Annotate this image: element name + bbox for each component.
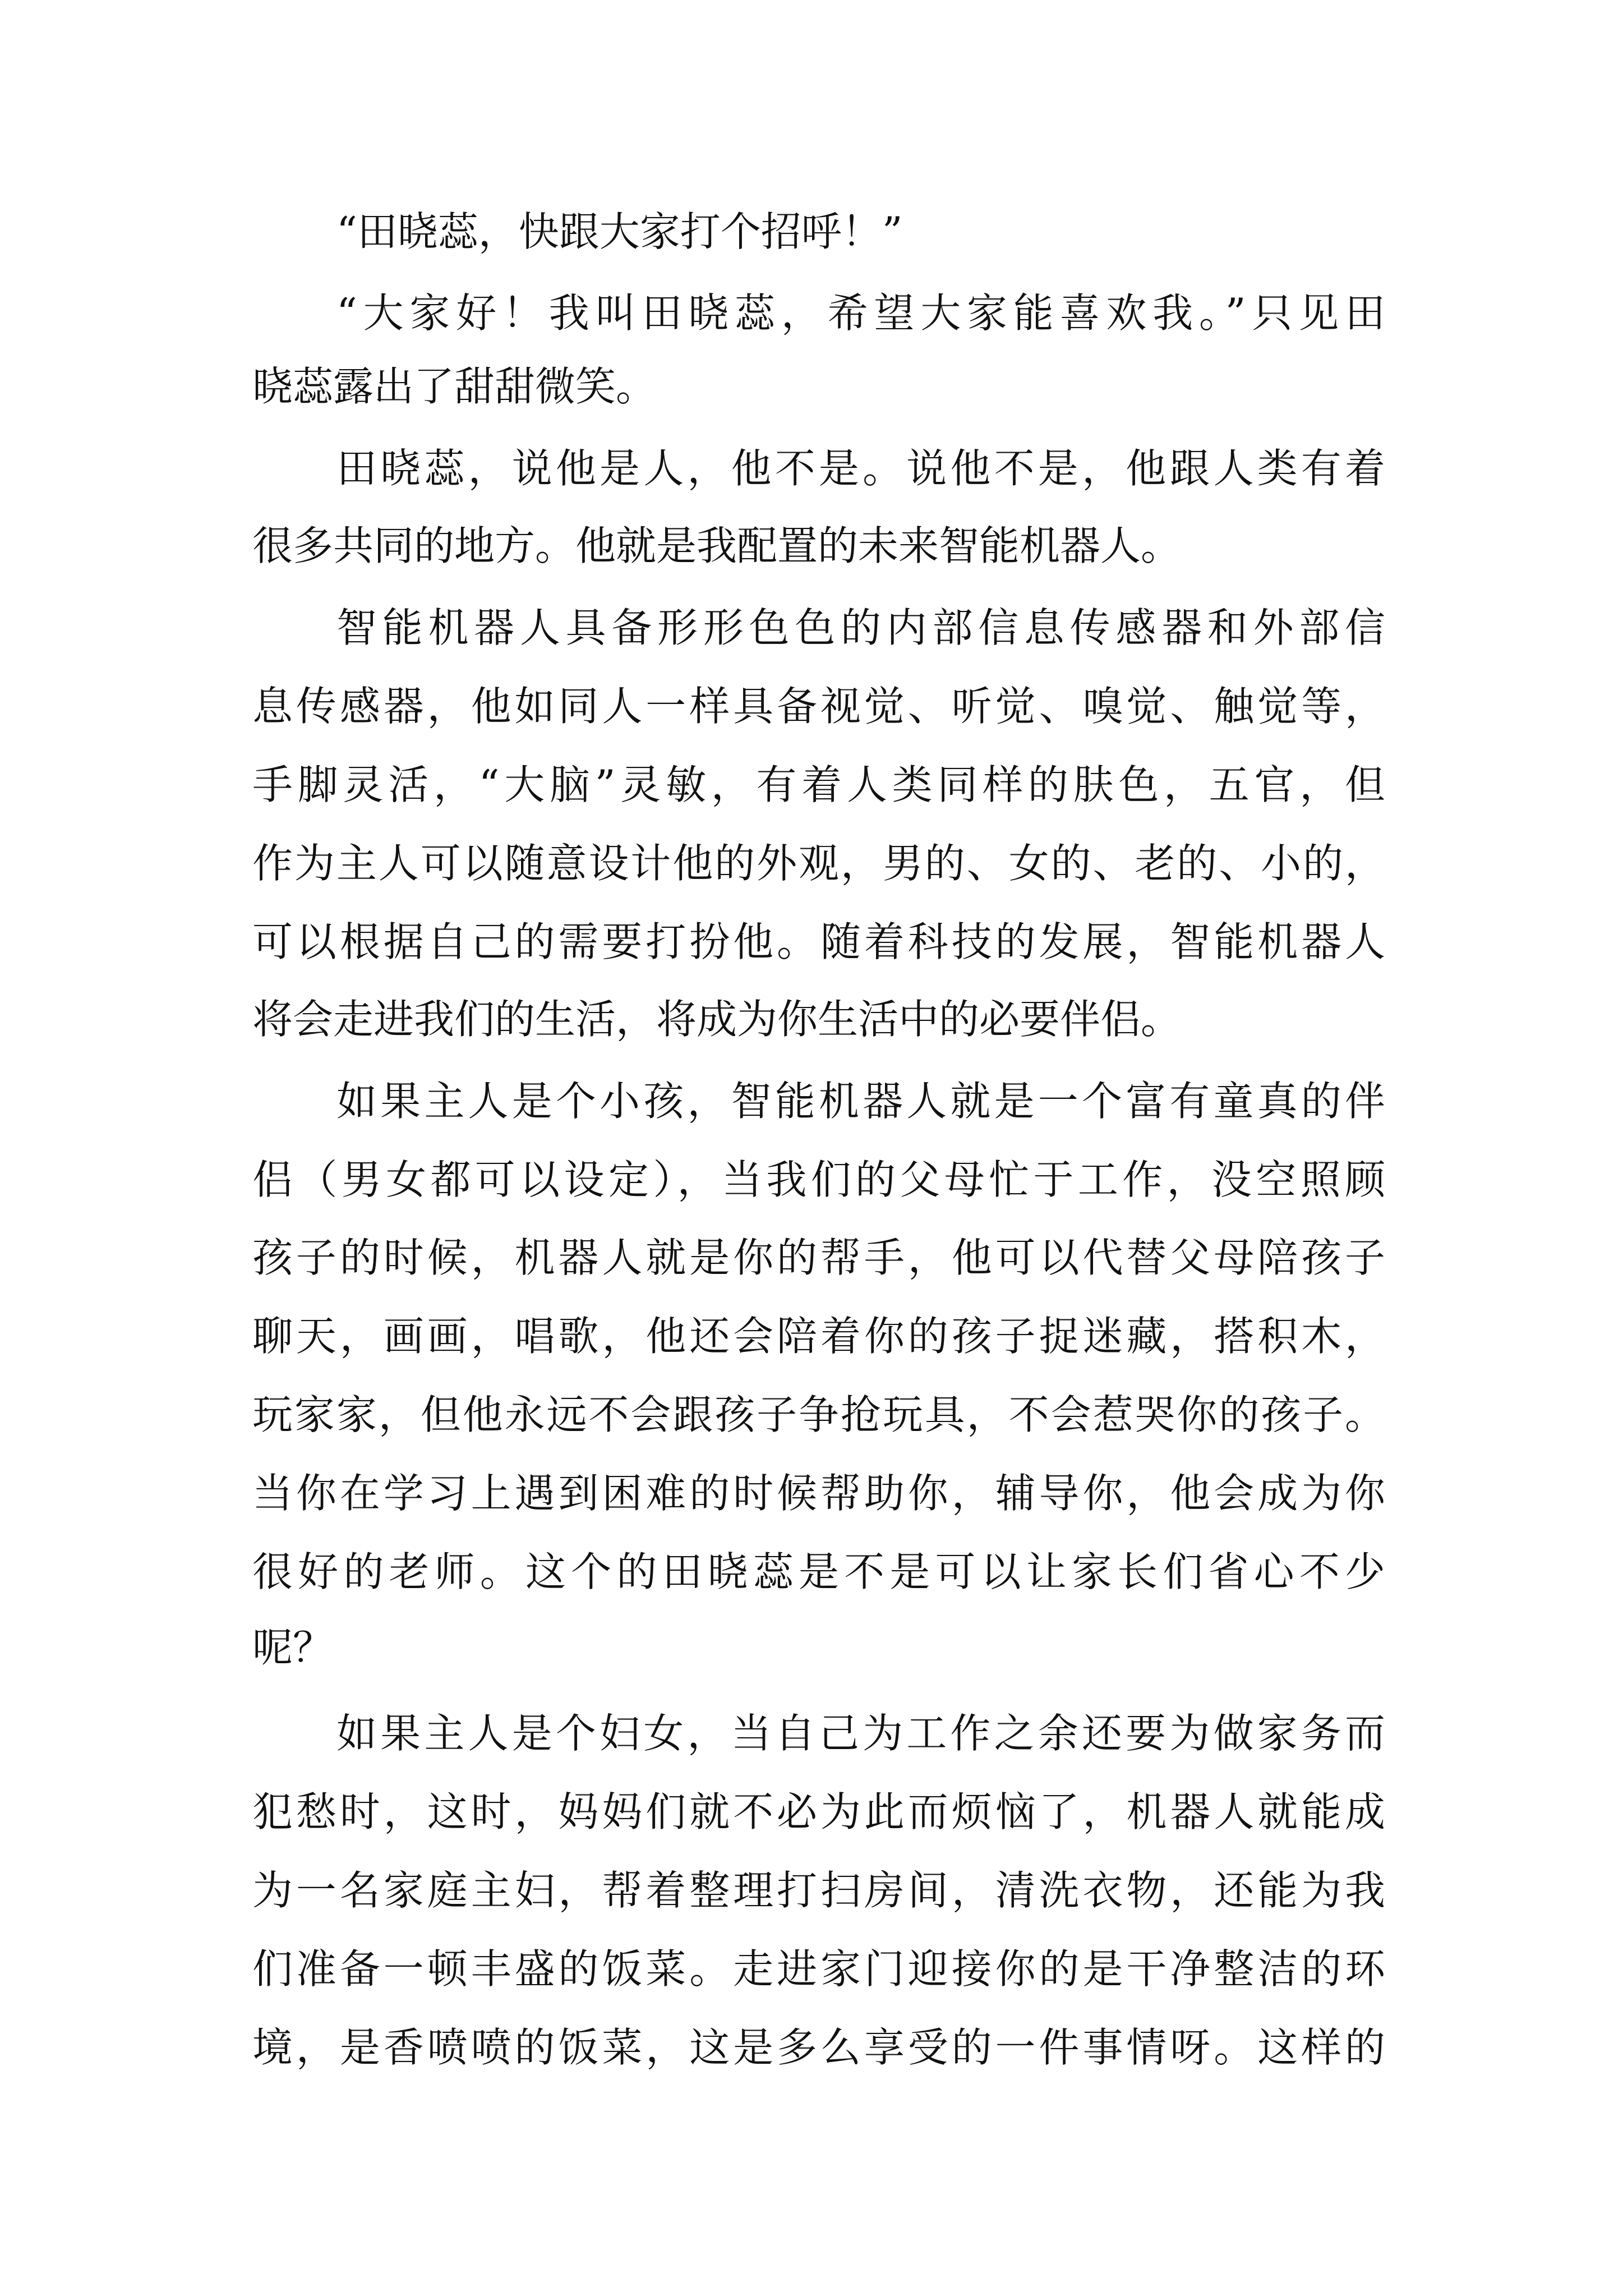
text-line: 田晓蕊，说他是人，他不是。说他不是，他跟人类有着 [336, 445, 1385, 492]
text-line: 如果主人是个妇女，当自己为工作之余还要为做家务而 [336, 1710, 1385, 1757]
text-line: 手脚灵活，“大脑”灵敏，有着人类同样的肤色，五官，但 [252, 761, 1385, 808]
text-line: 呢？ [252, 1624, 334, 1671]
text-line: 侣（男女都可以设定），当我们的父母忙于工作，没空照顾 [252, 1156, 1385, 1203]
text-line: 们准备一顿丰盛的饭菜。走进家门迎接你的是干净整洁的环 [252, 1945, 1385, 1993]
text-line: 当你在学习上遇到困难的时候帮助你，辅导你，他会成为你 [252, 1470, 1385, 1517]
text-line: 智能机器人具备形形色色的内部信息传感器和外部信 [336, 604, 1385, 651]
text-line: “大家好！我叫田晓蕊，希望大家能喜欢我。”只见田 [336, 289, 1385, 337]
text-line: 将会走进我们的生活，将成为你生活中的必要伴侣。 [252, 996, 1182, 1043]
text-line: 很多共同的地方。他就是我配置的未来智能机器人。 [252, 522, 1182, 569]
text-line: 晓蕊露出了甜甜微笑。 [252, 363, 657, 410]
text-line: 境，是香喷喷的饭菜，这是多么享受的一件事情呀。这样的 [252, 2024, 1385, 2071]
text-line: 很好的老师。这个的田晓蕊是不是可以让家长们省心不少 [252, 1548, 1385, 1595]
text-line: “田晓蕊，快跟大家打个招呼！” [336, 208, 903, 255]
text-line: 如果主人是个小孩，智能机器人就是一个富有童真的伴 [336, 1078, 1385, 1125]
text-line: 可以根据自己的需要打扮他。随着科技的发展，智能机器人 [252, 918, 1385, 965]
text-line: 孩子的时候，机器人就是你的帮手，他可以代替父母陪孩子 [252, 1234, 1385, 1281]
text-line: 息传感器，他如同人一样具备视觉、听觉、嗅觉、触觉等， [252, 683, 1385, 730]
text-line: 作为主人可以随意设计他的外观，男的、女的、老的、小的， [252, 840, 1385, 887]
text-line: 犯愁时，这时，妈妈们就不必为此而烦恼了，机器人就能成 [252, 1788, 1385, 1835]
text-line: 为一名家庭主妇，帮着整理打扫房间，清洗衣物，还能为我 [252, 1867, 1385, 1914]
text-line: 聊天，画画，唱歌，他还会陪着你的孩子捉迷藏，搭积木， [252, 1313, 1385, 1360]
text-line: 玩家家，但他永远不会跟孩子争抢玩具，不会惹哭你的孩子。 [252, 1391, 1385, 1438]
